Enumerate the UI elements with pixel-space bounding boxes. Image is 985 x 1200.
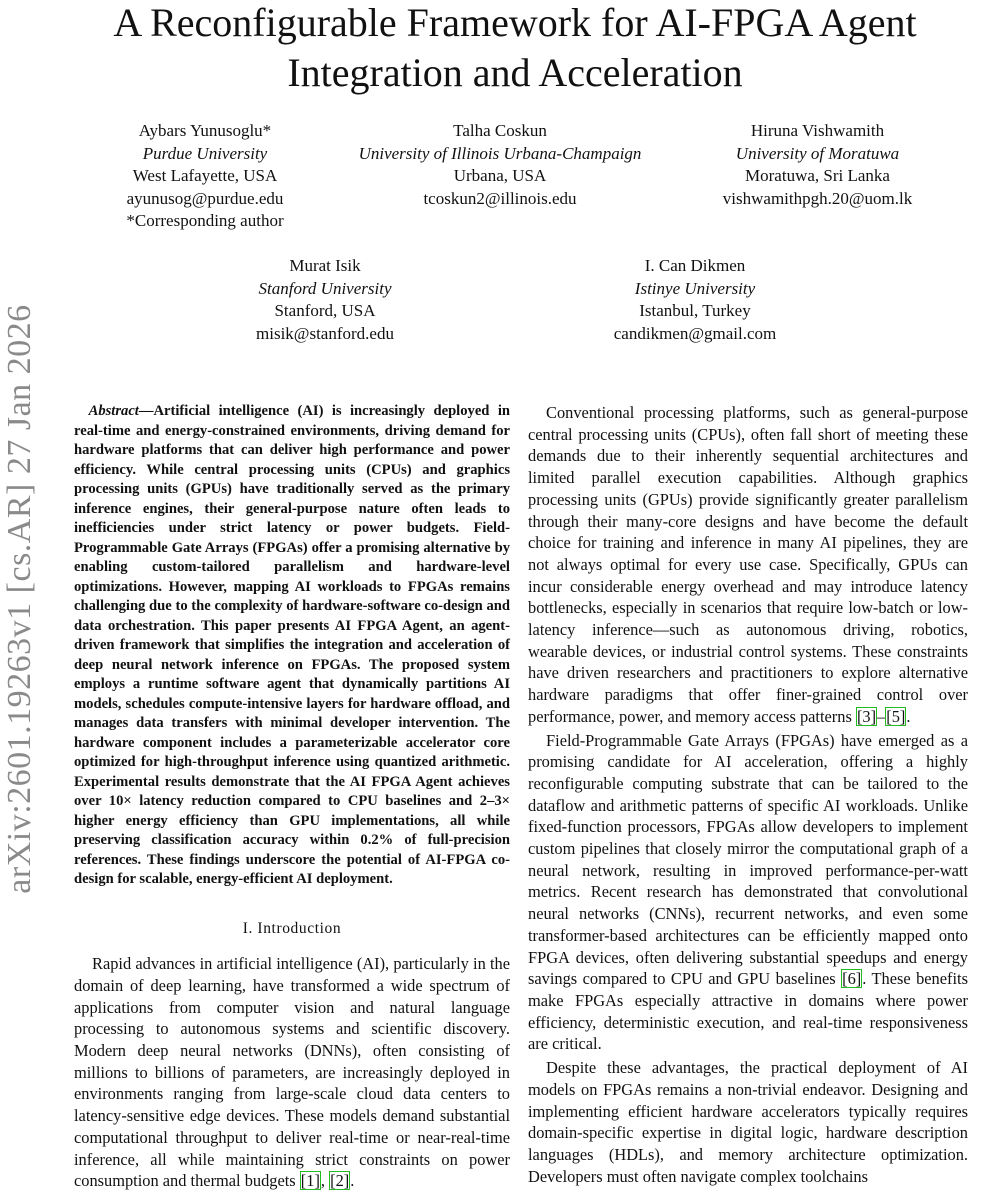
author-location: Moratuwa, Sri Lanka (745, 166, 890, 185)
author-block (700, 120, 935, 210)
intro-paragraph (528, 1057, 968, 1187)
section-heading-introduction: I. Introduction (242, 919, 342, 937)
citation-separator: – (877, 706, 886, 726)
abstract-label: Abstract (88, 403, 139, 419)
paragraph-text: Conventional processing platforms, such as general-purpose central processing units (CPUs), often fall short of meeting these demands due to their inherently sequential architectures and limited parallel execution capabilities. Although graphics processing units (GPUs) provide significantly greater parallelism through their many-core designs and have become the default choice for training and inference in many AI pipelines, they are not always optimal for every use case. Specifically, GPUs can incur considerable energy overhead and may introduce latency bottlenecks, especially in scenarios that require low-batch or low-latency inference—such as autonomous driving, robotics, wearable devices, or industrial control systems. These constraints have driven researchers and practitioners to explore alternative hardware paradigms that offer finer-grained control over performance, power, and memory access patterns (528, 403, 968, 726)
abstract-text: —Artificial intelligence (AI) is increasingly deployed in real-time and energy-constrained environments, driving demand for hardware platforms that can deliver high performance and power efficiency. While central processing units (CPUs) and graphics processing units (GPUs) have traditionally served as the primary inference engines, their general-purpose nature often leads to inefficiencies under strict latency or power budgets. Field-Programmable Gate Arrays (FPGAs) offer a promising alternative by enabling custom-tailored parallelism and hardware-level optimizations. However, mapping AI workloads to FPGAs remains challenging due to the complexity of hardware-software co-design and data orchestration. This paper presents AI FPGA Agent, an agent-driven framework that simplifies the integration and acceleration of deep neural network inference on FPGAs. The proposed system employs a runtime software agent that dynamically partitions AI models, schedules compute-intensive layers for hardware offload, and manages data transfers with minimal developer intervention. The hardware component includes a parameterizable accelerator core optimized for high-throughput inference using quantized arithmetic. Experimental results demonstrate that the AI FPGA Agent achieves over 10× latency reduction compared to CPU baselines and 2–3× higher energy efficiency than GPU implementations, all while preserving classification accuracy within 0.2% of full-precision references. These findings underscore the potential of AI-FPGA co-design for scalable, energy-efficient AI deployment. (74, 403, 510, 887)
author-block (215, 255, 435, 345)
author-email[interactable]: tcoskun2@illinois.edu (423, 188, 577, 208)
author-name: I. Can Dikmen (644, 256, 746, 275)
author-name: Murat Isik (289, 256, 361, 275)
citation-link[interactable]: [3] (856, 706, 877, 726)
citation-link[interactable]: [1] (300, 1171, 320, 1191)
author-location: Urbana, USA (453, 166, 547, 185)
paragraph-text: Field-Programmable Gate Arrays (FPGAs) have emerged as a promising candidate for AI acceleration, offering a highly reconfigurable computing substrate that can be tailored to the dataflow and arithmetic patterns of specific AI workloads. Unlike fixed-function processors, FPGAs allow developers to implement custom pipelines that closely mirror the computational graph of a neural network, resulting in improved performance-per-watt metrics. Recent research has demonstrated that convolutional neural networks (CNNs), recurrent networks, and even some transformer-based architectures can be efficiently mapped onto FPGA devices, often delivering substantial speedups and energy savings compared to CPU and GPU baselines (528, 730, 968, 989)
author-affiliation: Purdue University (142, 143, 268, 163)
citation-link[interactable]: [6] (842, 969, 862, 989)
paper-title: A Reconfigurable Framework for AI-FPGA Agent Integration and Acceleration (113, 0, 917, 95)
author-affiliation: Istinye University (634, 278, 756, 298)
author-email[interactable]: ayunusog@purdue.edu (126, 188, 284, 208)
paragraph-end: . (350, 1171, 355, 1191)
author-email[interactable]: vishwamithpgh.20@uom.lk (722, 188, 913, 208)
author-name: Talha Coskun (453, 121, 547, 140)
corresponding-author-note: *Corresponding author (126, 211, 284, 230)
intro-paragraph (74, 953, 510, 1192)
author-email[interactable]: misik@stanford.edu (256, 323, 394, 343)
paragraph-text: Despite these advantages, the practical deployment of AI models on FPGAs remains a non-trivial endeavor. Designing and implementing efficient hardware accelerators typically requires domain-specific expertise in digital logic, hardware description languages (HDLs), and memory architecture optimization. Developers must often navigate complex toolchains (528, 1058, 968, 1186)
author-email[interactable]: candikmen@gmail.com (613, 323, 777, 343)
paragraph-text: Rapid advances in artificial intelligence (AI), particularly in the domain of deep learning, have transformed a wide spectrum of applications from computer vision and natural language processing to autonomous systems and scientific discovery. Modern deep neural networks (DNNs), often consisting of millions to billions of parameters, are increasingly deployed in environments ranging from large-scale cloud data centers to latency-sensitive edge devices. These models demand substantial computational throughput to deliver real-time or near-real-time inference, all while maintaining strict constraints on power consumption and thermal budgets (74, 954, 510, 1191)
citation-link[interactable]: [5] (886, 706, 906, 726)
left-column (74, 402, 510, 1192)
author-affiliation: Stanford University (258, 278, 392, 298)
author-location: West Lafayette, USA (132, 166, 278, 185)
citation-separator: , (320, 1171, 330, 1191)
citation-link[interactable]: [2] (330, 1171, 350, 1191)
intro-paragraph (528, 402, 968, 728)
author-location: Stanford, USA (274, 301, 376, 320)
intro-paragraph (528, 730, 968, 1056)
arxiv-identifier: arXiv:2601.19263v1 [cs.AR] 27 Jan 2026 (1, 304, 38, 894)
author-block (330, 120, 670, 210)
author-block (95, 120, 315, 233)
right-column (528, 402, 968, 1189)
paragraph-text: . These benefits make FPGAs especially attractive in domains where power efficiency, deterministic execution, and real-time responsiveness are critical. (528, 969, 968, 1054)
paragraph-end: . (906, 706, 911, 726)
author-location: Istanbul, Turkey (639, 301, 751, 320)
author-block (585, 255, 805, 345)
abstract (74, 402, 510, 890)
author-name: Aybars Yunusoglu* (138, 121, 272, 140)
author-affiliation: University of Moratuwa (735, 143, 900, 163)
author-name: Hiruna Vishwamith (750, 121, 885, 140)
author-affiliation: University of Illinois Urbana-Champaign (358, 143, 642, 163)
